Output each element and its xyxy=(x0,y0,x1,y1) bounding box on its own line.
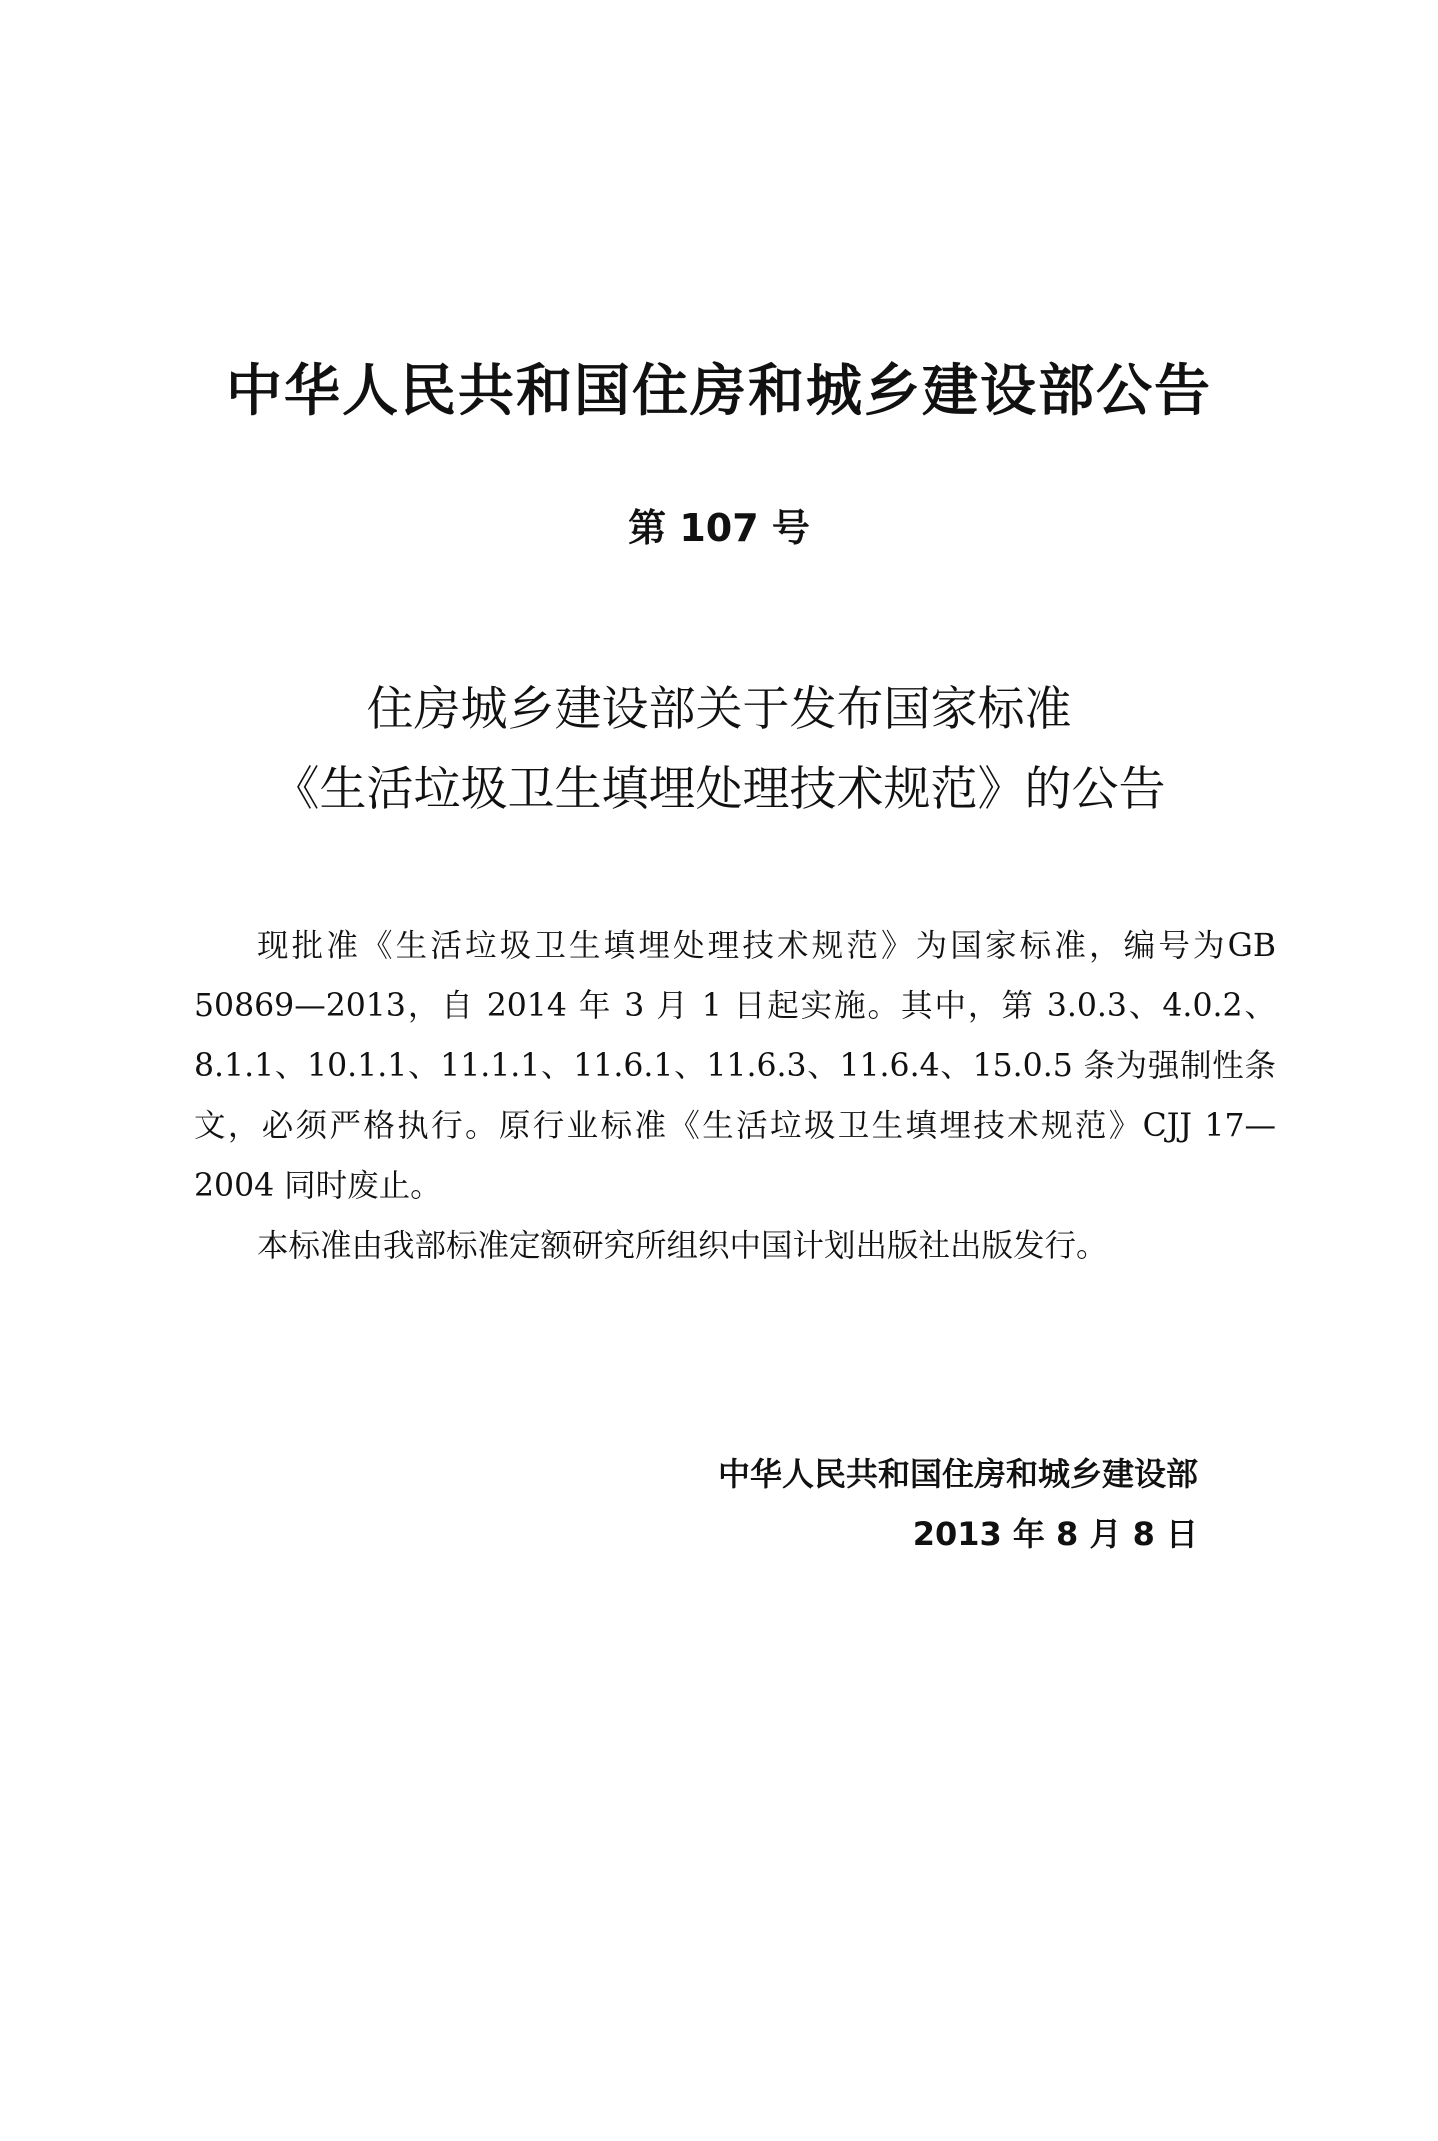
issue-date: 2013 年 8 月 8 日 xyxy=(912,1515,1198,1553)
announcement-title: 中华人民共和国住房和城乡建设部公告 xyxy=(226,359,1212,424)
subtitle-line-1: 住房城乡建设部关于发布国家标准 xyxy=(366,682,1072,737)
announcement-subtitle xyxy=(0,670,1438,830)
announcement-number: 第 107 号 xyxy=(628,506,810,550)
issuing-organization: 中华人民共和国住房和城乡建设部 xyxy=(717,1455,1198,1493)
announcement-body xyxy=(194,916,1276,1276)
signature-block xyxy=(618,1444,1198,1564)
body-paragraph-1: 现批准《生活垃圾卫生填埋处理技术规范》为国家标准，编号为GB 50869—2013，自 2014 年 3 月 1 日起实施。其中，第 3.0.3、4.0.2、8.1.1、10.1.1、11.1.1、11.6.1、11.6.3、11.6.4、15.0.5 条为强制性条文，必须严格执行。原行业标准《生活垃圾卫生填埋技术规范》CJJ 17—2004 同时废止。 xyxy=(194,928,1276,1204)
subtitle-line-2: 《生活垃圾卫生填埋处理技术规范》的公告 xyxy=(272,762,1166,817)
body-paragraph-2: 本标准由我部标准定额研究所组织中国计划出版社出版发行。 xyxy=(257,1228,1108,1264)
